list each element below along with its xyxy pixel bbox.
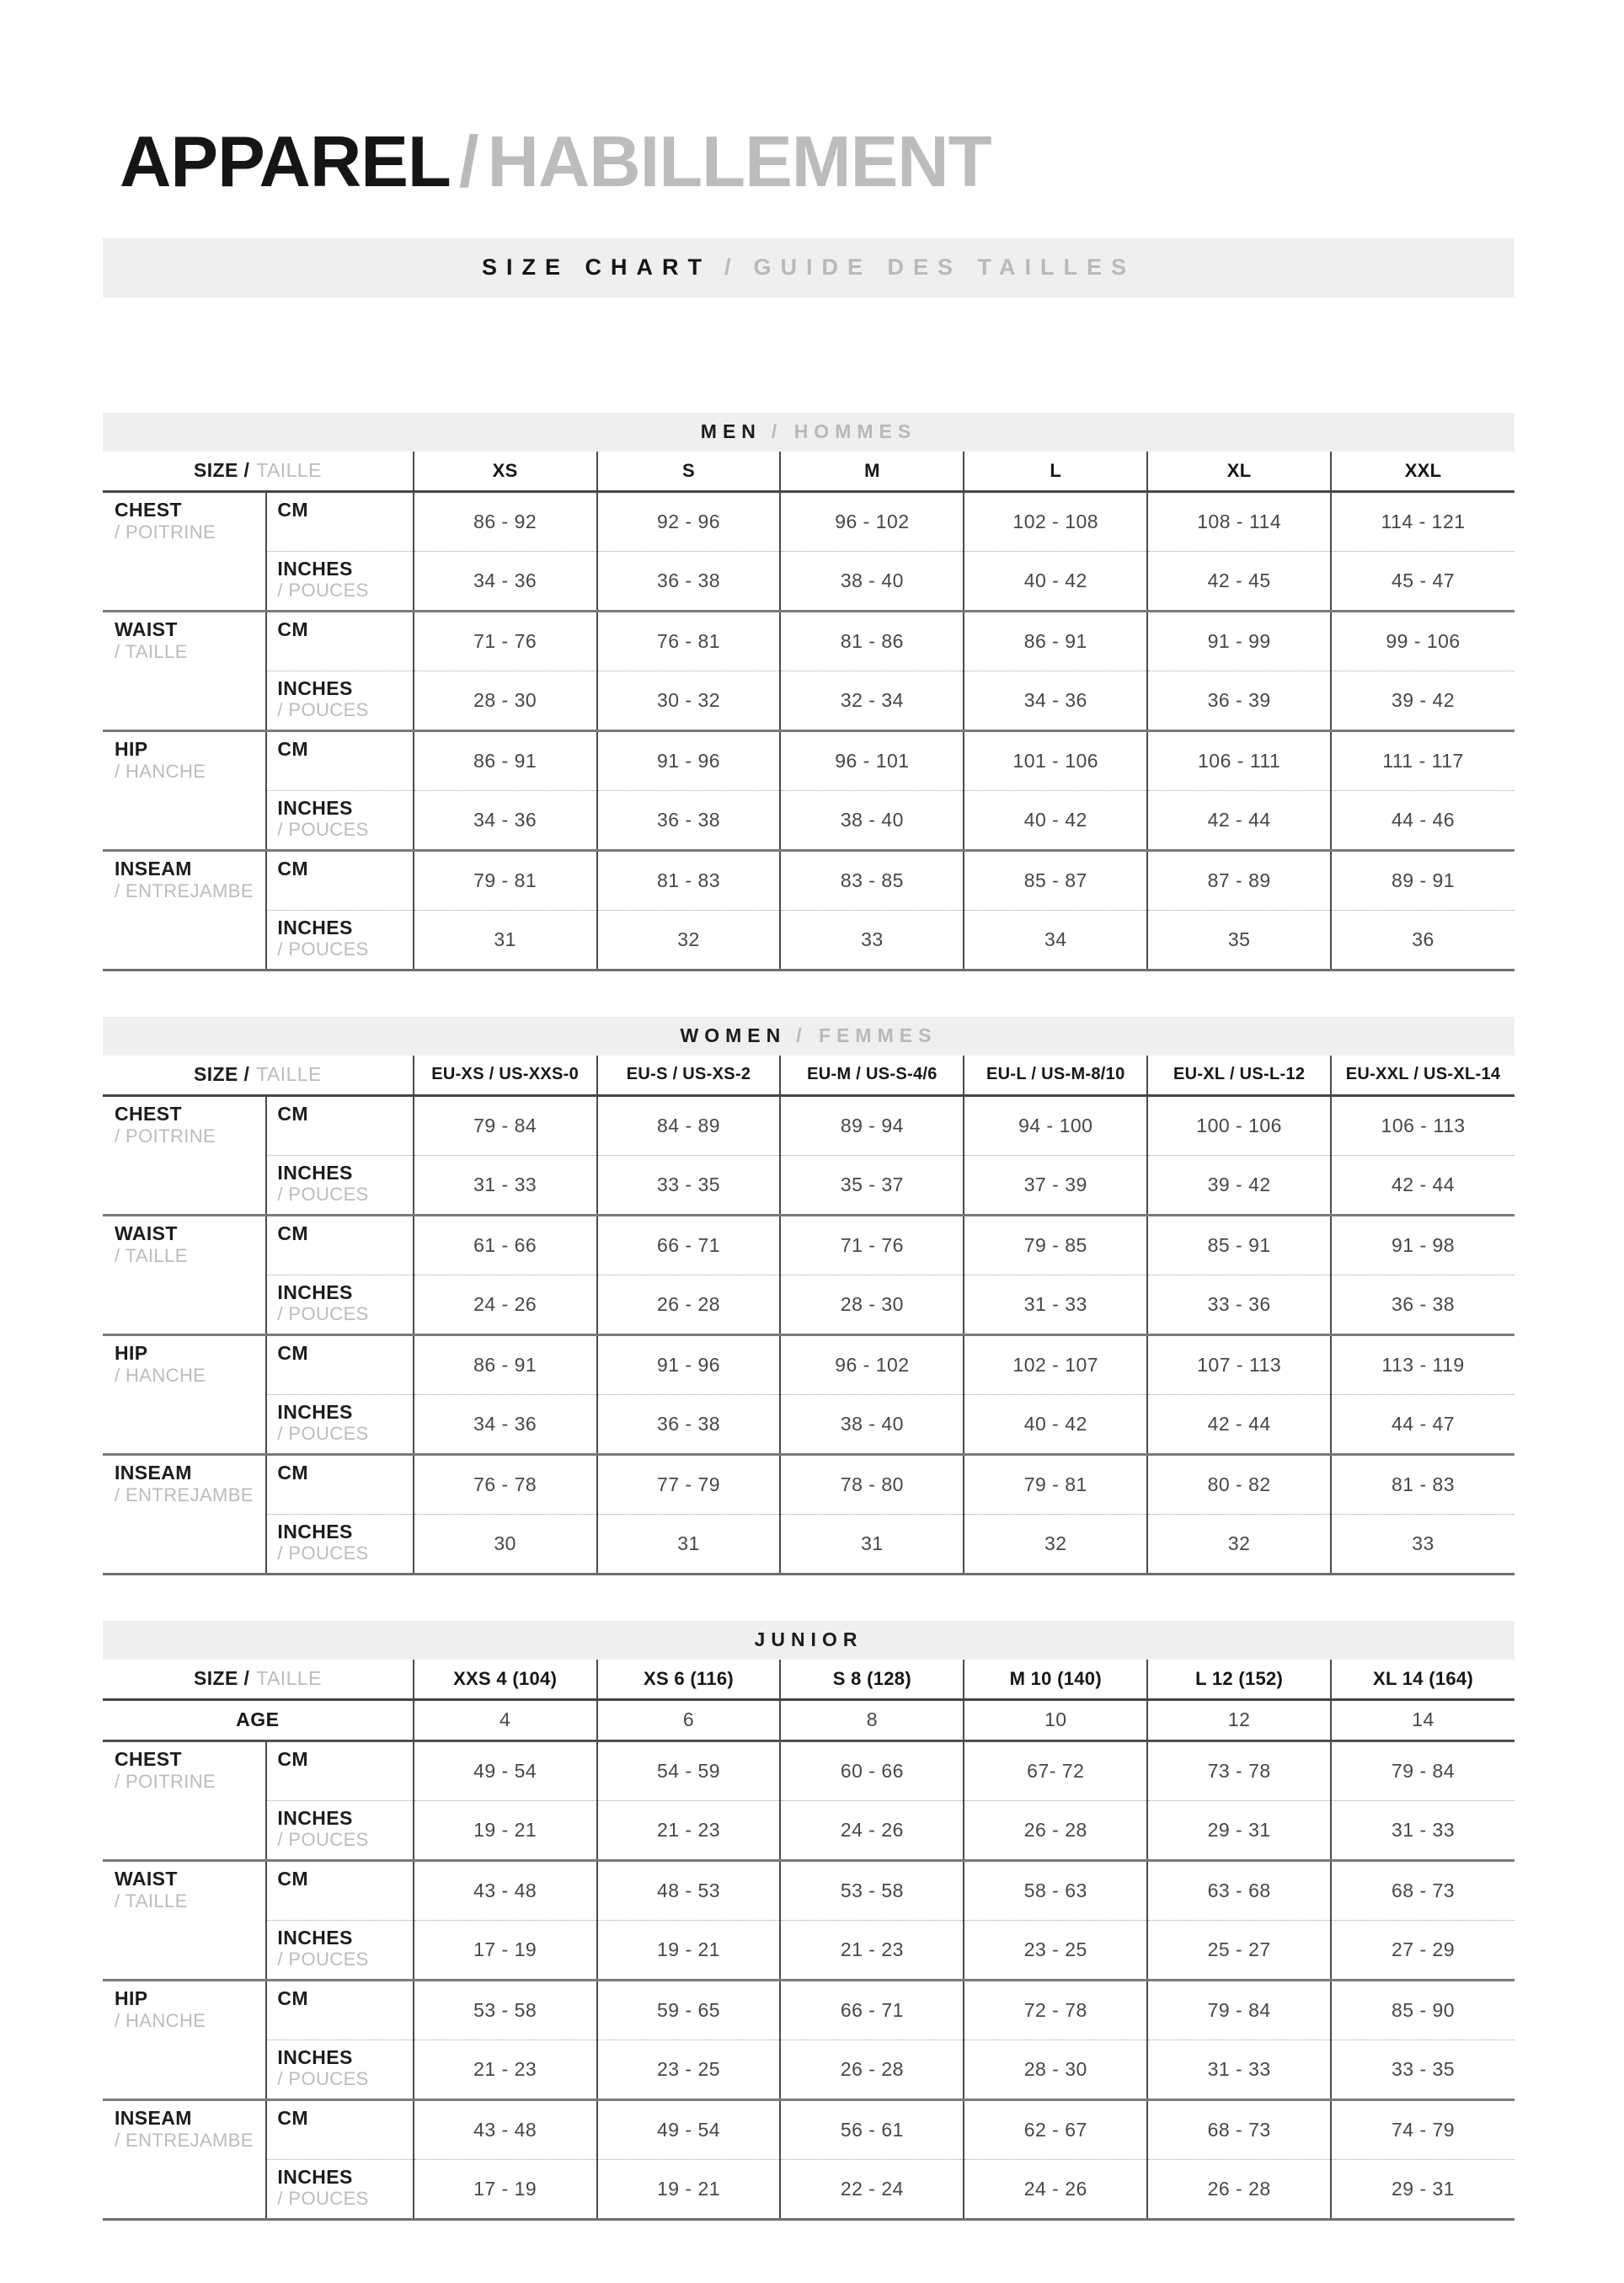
size-value-cell: 58 - 63 (964, 1860, 1147, 1920)
size-value-cell: 89 - 91 (1331, 850, 1514, 910)
size-value-cell: 49 - 54 (414, 1740, 597, 1800)
size-value-cell: 100 - 106 (1147, 1095, 1331, 1155)
inches-label: INCHES (277, 557, 353, 580)
inches-label: INCHES (277, 916, 353, 938)
age-value-cell: 10 (964, 1699, 1147, 1740)
size-value-cell: 86 - 92 (414, 491, 597, 551)
size-value-cell: 28 - 30 (964, 2040, 1147, 2099)
size-value-cell: 79 - 84 (1147, 1980, 1331, 2040)
size-value-cell: 21 - 23 (780, 1920, 964, 1980)
size-value-cell: 26 - 28 (597, 1275, 781, 1334)
measurement-name-fr: / ENTREJAMBE (115, 1484, 254, 1506)
unit-label-cm (266, 2099, 413, 2159)
size-value-cell: 33 - 35 (597, 1155, 781, 1215)
size-value-cell: 34 - 36 (414, 1394, 597, 1454)
size-value-cell: 39 - 42 (1147, 1155, 1331, 1215)
size-value-cell: 83 - 85 (780, 850, 964, 910)
size-column-header: EU-XXL / US-XL-14 (1331, 1056, 1514, 1096)
cm-label: CM (277, 857, 308, 880)
cm-label: CM (277, 1747, 308, 1770)
size-value-cell: 77 - 79 (597, 1454, 781, 1514)
size-value-cell: 71 - 76 (780, 1215, 964, 1275)
measurement-label (103, 1860, 266, 1980)
inches-label-fr: / POUCES (277, 1829, 369, 1851)
women-size-table (103, 1017, 1514, 1575)
unit-label-inches (266, 1800, 413, 1860)
unit-label-inches (266, 1275, 413, 1334)
unit-label-cm (266, 1334, 413, 1394)
size-value-cell: 23 - 25 (597, 2040, 781, 2099)
size-value-cell: 59 - 65 (597, 1980, 781, 2040)
size-value-cell: 28 - 30 (414, 671, 597, 730)
size-value-cell: 79 - 84 (1331, 1740, 1514, 1800)
cm-label: CM (277, 498, 308, 521)
page (0, 122, 1514, 2221)
size-value-cell: 56 - 61 (780, 2099, 964, 2159)
size-value-cell: 30 - 32 (597, 671, 781, 730)
age-row-label: AGE (103, 1699, 414, 1740)
men-size-chart-grid (103, 413, 1514, 971)
size-value-cell: 24 - 26 (414, 1275, 597, 1334)
measurement-name: WAIST (115, 1867, 178, 1890)
size-value-cell: 31 - 33 (1147, 2040, 1331, 2099)
document-title-fr: HABILLEMENT (487, 122, 991, 202)
junior-size-chart-grid (103, 1621, 1514, 2221)
age-value-cell: 14 (1331, 1699, 1514, 1740)
unit-label-cm (266, 491, 413, 551)
size-value-cell: 68 - 73 (1147, 2099, 1331, 2159)
cm-label: CM (277, 1102, 308, 1125)
table-title: MEN (700, 420, 761, 443)
inches-label-fr: / POUCES (277, 699, 369, 721)
cm-label: CM (277, 1461, 308, 1484)
measurement-label (103, 2099, 266, 2219)
measurement-label (103, 611, 266, 730)
size-column-header: XL (1147, 452, 1331, 492)
size-value-cell: 29 - 31 (1331, 2159, 1514, 2219)
table-title-band (103, 413, 1514, 452)
size-column-header: S (597, 452, 781, 492)
measurement-name: HIP (115, 1986, 148, 2009)
junior-size-table (103, 1621, 1514, 2221)
cm-label: CM (277, 1341, 308, 1364)
size-column-header: EU-L / US-M-8/10 (964, 1056, 1147, 1096)
size-value-cell: 26 - 28 (1147, 2159, 1331, 2219)
size-value-cell: 76 - 78 (414, 1454, 597, 1514)
size-value-cell: 74 - 79 (1331, 2099, 1514, 2159)
unit-label-inches (266, 2159, 413, 2219)
size-value-cell: 91 - 96 (597, 1334, 781, 1394)
unit-label-inches (266, 551, 413, 611)
table-title-fr: / HOMMES (771, 420, 917, 443)
size-label-fr: TAILLE (256, 1667, 322, 1690)
size-value-cell: 19 - 21 (597, 2159, 781, 2219)
size-value-cell: 78 - 80 (780, 1454, 964, 1514)
size-value-cell: 38 - 40 (780, 790, 964, 850)
size-value-cell: 34 - 36 (414, 551, 597, 611)
size-value-cell: 113 - 119 (1331, 1334, 1514, 1394)
size-value-cell: 34 - 36 (414, 790, 597, 850)
size-value-cell: 96 - 101 (780, 730, 964, 790)
inches-label: INCHES (277, 1161, 353, 1184)
measurement-label (103, 850, 266, 970)
size-value-cell: 31 (597, 1514, 781, 1574)
size-value-cell: 38 - 40 (780, 551, 964, 611)
size-value-cell: 44 - 46 (1331, 790, 1514, 850)
size-value-cell: 32 (1147, 1514, 1331, 1574)
size-taille-header (103, 1660, 414, 1700)
size-column-header: L (964, 452, 1147, 492)
size-value-cell: 35 (1147, 910, 1331, 970)
size-value-cell: 71 - 76 (414, 611, 597, 671)
table-title: JUNIOR (754, 1628, 863, 1651)
document-title-en: APPAREL (120, 122, 451, 202)
measurement-name-fr: / POITRINE (115, 1771, 216, 1793)
inches-label-fr: / POUCES (277, 938, 369, 960)
size-value-cell: 21 - 23 (414, 2040, 597, 2099)
size-value-cell: 66 - 71 (597, 1215, 781, 1275)
size-value-cell: 99 - 106 (1331, 611, 1514, 671)
size-value-cell: 24 - 26 (964, 2159, 1147, 2219)
measurement-name: INSEAM (115, 2106, 192, 2129)
women-size-chart-grid (103, 1017, 1514, 1575)
size-value-cell: 40 - 42 (964, 790, 1147, 850)
measurement-name-fr: / TAILLE (115, 1890, 188, 1912)
size-column-header: XL 14 (164) (1331, 1660, 1514, 1700)
cm-label: CM (277, 1986, 308, 2009)
size-value-cell: 42 - 44 (1147, 790, 1331, 850)
size-value-cell: 108 - 114 (1147, 491, 1331, 551)
size-value-cell: 19 - 21 (414, 1800, 597, 1860)
size-value-cell: 42 - 44 (1147, 1394, 1331, 1454)
size-column-header: EU-S / US-XS-2 (597, 1056, 781, 1096)
size-taille-header (103, 452, 414, 492)
size-value-cell: 114 - 121 (1331, 491, 1514, 551)
size-value-cell: 53 - 58 (780, 1860, 964, 1920)
table-title-band (103, 1017, 1514, 1056)
size-value-cell: 94 - 100 (964, 1095, 1147, 1155)
size-value-cell: 36 - 38 (597, 790, 781, 850)
size-value-cell: 81 - 83 (1331, 1454, 1514, 1514)
size-value-cell: 66 - 71 (780, 1980, 964, 2040)
size-value-cell: 26 - 28 (964, 1800, 1147, 1860)
inches-label-fr: / POUCES (277, 1184, 369, 1206)
measurement-name: HIP (115, 737, 148, 760)
size-column-header: L 12 (152) (1147, 1660, 1331, 1700)
size-value-cell: 106 - 111 (1147, 730, 1331, 790)
size-value-cell: 91 - 96 (597, 730, 781, 790)
size-value-cell: 31 - 33 (414, 1155, 597, 1215)
measurement-label (103, 1980, 266, 2099)
inches-label-fr: / POUCES (277, 580, 369, 601)
inches-label-fr: / POUCES (277, 2188, 369, 2210)
size-value-cell: 28 - 30 (780, 1275, 964, 1334)
size-column-header: M (780, 452, 964, 492)
unit-label-cm (266, 1095, 413, 1155)
size-value-cell: 36 - 39 (1147, 671, 1331, 730)
age-value-cell: 8 (780, 1699, 964, 1740)
size-value-cell: 24 - 26 (780, 1800, 964, 1860)
size-value-cell: 49 - 54 (597, 2099, 781, 2159)
size-value-cell: 33 (780, 910, 964, 970)
measurement-name: CHEST (115, 1747, 182, 1770)
size-value-cell: 81 - 86 (780, 611, 964, 671)
size-value-cell: 76 - 81 (597, 611, 781, 671)
size-value-cell: 85 - 90 (1331, 1980, 1514, 2040)
size-value-cell: 80 - 82 (1147, 1454, 1331, 1514)
age-value-cell: 6 (597, 1699, 781, 1740)
size-value-cell: 40 - 42 (964, 551, 1147, 611)
measurement-label (103, 1740, 266, 1860)
size-column-header: XS 6 (116) (597, 1660, 781, 1700)
size-label: SIZE / (193, 1667, 250, 1690)
inches-label-fr: / POUCES (277, 1423, 369, 1445)
inches-label: INCHES (277, 1926, 353, 1949)
measurement-name: CHEST (115, 1102, 182, 1125)
size-chart-banner (103, 238, 1514, 297)
size-value-cell: 36 - 38 (597, 1394, 781, 1454)
measurement-name-fr: / HANCHE (115, 761, 206, 783)
size-value-cell: 44 - 47 (1331, 1394, 1514, 1454)
measurement-name-fr: / ENTREJAMBE (115, 2130, 254, 2152)
measurement-name-fr: / TAILLE (115, 641, 188, 663)
size-value-cell: 31 - 33 (964, 1275, 1147, 1334)
size-value-cell: 33 - 36 (1147, 1275, 1331, 1334)
inches-label: INCHES (277, 1520, 353, 1542)
inches-label: INCHES (277, 2045, 353, 2068)
size-value-cell: 89 - 94 (780, 1095, 964, 1155)
cm-label: CM (277, 1867, 308, 1890)
unit-label-inches (266, 2040, 413, 2099)
measurement-name-fr: / POITRINE (115, 521, 216, 543)
measurement-name: INSEAM (115, 1461, 192, 1484)
size-label: SIZE / (193, 1063, 250, 1086)
measurement-label (103, 1334, 266, 1454)
size-value-cell: 101 - 106 (964, 730, 1147, 790)
document-title (120, 122, 1514, 202)
unit-label-cm (266, 1860, 413, 1920)
size-value-cell: 85 - 87 (964, 850, 1147, 910)
size-value-cell: 36 - 38 (597, 551, 781, 611)
size-value-cell: 33 (1331, 1514, 1514, 1574)
age-value-cell: 12 (1147, 1699, 1331, 1740)
size-value-cell: 86 - 91 (414, 1334, 597, 1394)
inches-label-fr: / POUCES (277, 1949, 369, 1970)
cm-label: CM (277, 737, 308, 760)
table-title-band (103, 1621, 1514, 1660)
size-label: SIZE / (193, 459, 250, 482)
size-value-cell: 106 - 113 (1331, 1095, 1514, 1155)
measurement-name: WAIST (115, 1222, 178, 1244)
size-value-cell: 102 - 108 (964, 491, 1147, 551)
size-column-header: M 10 (140) (964, 1660, 1147, 1700)
size-value-cell: 17 - 19 (414, 2159, 597, 2219)
unit-label-cm (266, 850, 413, 910)
size-label-fr: TAILLE (256, 459, 322, 482)
size-value-cell: 34 - 36 (964, 671, 1147, 730)
size-value-cell: 35 - 37 (780, 1155, 964, 1215)
size-value-cell: 48 - 53 (597, 1860, 781, 1920)
size-value-cell: 19 - 21 (597, 1920, 781, 1980)
size-value-cell: 33 - 35 (1331, 2040, 1514, 2099)
measurement-name-fr: / POITRINE (115, 1125, 216, 1147)
inches-label-fr: / POUCES (277, 819, 369, 841)
inches-label: INCHES (277, 1400, 353, 1423)
measurement-name: CHEST (115, 498, 182, 521)
unit-label-inches (266, 790, 413, 850)
measurement-name: INSEAM (115, 857, 192, 880)
unit-label-inches (266, 910, 413, 970)
cm-label: CM (277, 1222, 308, 1244)
size-value-cell: 45 - 47 (1331, 551, 1514, 611)
unit-label-cm (266, 1980, 413, 2040)
size-value-cell: 102 - 107 (964, 1334, 1147, 1394)
inches-label-fr: / POUCES (277, 1542, 369, 1564)
inches-label-fr: / POUCES (277, 2068, 369, 2090)
inches-label: INCHES (277, 1281, 353, 1303)
size-value-cell: 31 (414, 910, 597, 970)
unit-label-inches (266, 1514, 413, 1574)
unit-label-cm (266, 1454, 413, 1514)
size-value-cell: 32 (964, 1514, 1147, 1574)
size-value-cell: 61 - 66 (414, 1215, 597, 1275)
size-column-header: S 8 (128) (780, 1660, 964, 1700)
size-value-cell: 79 - 81 (414, 850, 597, 910)
size-value-cell: 92 - 96 (597, 491, 781, 551)
size-value-cell: 32 - 34 (780, 671, 964, 730)
size-value-cell: 62 - 67 (964, 2099, 1147, 2159)
size-value-cell: 40 - 42 (964, 1394, 1147, 1454)
size-value-cell: 43 - 48 (414, 1860, 597, 1920)
size-value-cell: 38 - 40 (780, 1394, 964, 1454)
measurement-label (103, 491, 266, 611)
unit-label-inches (266, 1394, 413, 1454)
measurement-name-fr: / TAILLE (115, 1245, 188, 1267)
size-value-cell: 31 (780, 1514, 964, 1574)
size-value-cell: 31 - 33 (1331, 1800, 1514, 1860)
size-value-cell: 72 - 78 (964, 1980, 1147, 2040)
size-value-cell: 39 - 42 (1331, 671, 1514, 730)
size-value-cell: 23 - 25 (964, 1920, 1147, 1980)
banner-label-en: SIZE CHART (481, 254, 711, 281)
size-value-cell: 96 - 102 (780, 1334, 964, 1394)
size-value-cell: 84 - 89 (597, 1095, 781, 1155)
inches-label: INCHES (277, 2165, 353, 2188)
size-value-cell: 54 - 59 (597, 1740, 781, 1800)
size-column-header: EU-XL / US-L-12 (1147, 1056, 1331, 1096)
size-column-header: XXS 4 (104) (414, 1660, 597, 1700)
size-value-cell: 29 - 31 (1147, 1800, 1331, 1860)
measurement-name-fr: / HANCHE (115, 1365, 206, 1387)
size-value-cell: 96 - 102 (780, 491, 964, 551)
table-title-fr: / FEMMES (796, 1024, 938, 1047)
men-size-table (103, 413, 1514, 971)
measurement-label (103, 730, 266, 850)
size-value-cell: 27 - 29 (1331, 1920, 1514, 1980)
size-value-cell: 37 - 39 (964, 1155, 1147, 1215)
size-value-cell: 60 - 66 (780, 1740, 964, 1800)
size-value-cell: 81 - 83 (597, 850, 781, 910)
size-value-cell: 73 - 78 (1147, 1740, 1331, 1800)
cm-label: CM (277, 2106, 308, 2129)
unit-label-cm (266, 611, 413, 671)
size-value-cell: 34 (964, 910, 1147, 970)
size-value-cell: 67- 72 (964, 1740, 1147, 1800)
size-value-cell: 63 - 68 (1147, 1860, 1331, 1920)
measurement-label (103, 1095, 266, 1215)
size-value-cell: 32 (597, 910, 781, 970)
cm-label: CM (277, 618, 308, 640)
size-value-cell: 26 - 28 (780, 2040, 964, 2099)
size-taille-header (103, 1056, 414, 1096)
size-value-cell: 21 - 23 (597, 1800, 781, 1860)
size-value-cell: 36 (1331, 910, 1514, 970)
size-label-fr: TAILLE (256, 1063, 322, 1086)
size-value-cell: 42 - 44 (1331, 1155, 1514, 1215)
size-value-cell: 86 - 91 (964, 611, 1147, 671)
unit-label-cm (266, 1740, 413, 1800)
inches-label-fr: / POUCES (277, 1303, 369, 1325)
inches-label: INCHES (277, 796, 353, 819)
size-value-cell: 79 - 85 (964, 1215, 1147, 1275)
size-value-cell: 17 - 19 (414, 1920, 597, 1980)
size-value-cell: 91 - 98 (1331, 1215, 1514, 1275)
size-column-header: XXL (1331, 452, 1514, 492)
size-value-cell: 53 - 58 (414, 1980, 597, 2040)
size-value-cell: 68 - 73 (1331, 1860, 1514, 1920)
size-value-cell: 87 - 89 (1147, 850, 1331, 910)
size-column-header: XS (414, 452, 597, 492)
unit-label-inches (266, 671, 413, 730)
size-value-cell: 85 - 91 (1147, 1215, 1331, 1275)
inches-label: INCHES (277, 1806, 353, 1829)
size-column-header: EU-M / US-S-4/6 (780, 1056, 964, 1096)
unit-label-inches (266, 1155, 413, 1215)
measurement-name-fr: / ENTREJAMBE (115, 880, 254, 902)
size-value-cell: 43 - 48 (414, 2099, 597, 2159)
unit-label-cm (266, 1215, 413, 1275)
size-value-cell: 107 - 113 (1147, 1334, 1331, 1394)
size-value-cell: 22 - 24 (780, 2159, 964, 2219)
document-title-separator: / (458, 122, 479, 202)
size-value-cell: 91 - 99 (1147, 611, 1331, 671)
measurement-name: HIP (115, 1341, 148, 1364)
size-value-cell: 36 - 38 (1331, 1275, 1514, 1334)
unit-label-inches (266, 1920, 413, 1980)
table-title: WOMEN (680, 1024, 787, 1047)
size-value-cell: 86 - 91 (414, 730, 597, 790)
unit-label-cm (266, 730, 413, 790)
inches-label: INCHES (277, 676, 353, 699)
size-value-cell: 25 - 27 (1147, 1920, 1331, 1980)
measurement-name-fr: / HANCHE (115, 2010, 206, 2032)
age-value-cell: 4 (414, 1699, 597, 1740)
measurement-label (103, 1454, 266, 1574)
banner-separator: / (724, 254, 740, 281)
banner-label-fr: GUIDE DES TAILLES (753, 254, 1136, 281)
size-value-cell: 111 - 117 (1331, 730, 1514, 790)
size-value-cell: 79 - 81 (964, 1454, 1147, 1514)
size-value-cell: 79 - 84 (414, 1095, 597, 1155)
size-value-cell: 42 - 45 (1147, 551, 1331, 611)
measurement-name: WAIST (115, 618, 178, 640)
size-column-header: EU-XS / US-XXS-0 (414, 1056, 597, 1096)
measurement-label (103, 1215, 266, 1334)
size-value-cell: 30 (414, 1514, 597, 1574)
